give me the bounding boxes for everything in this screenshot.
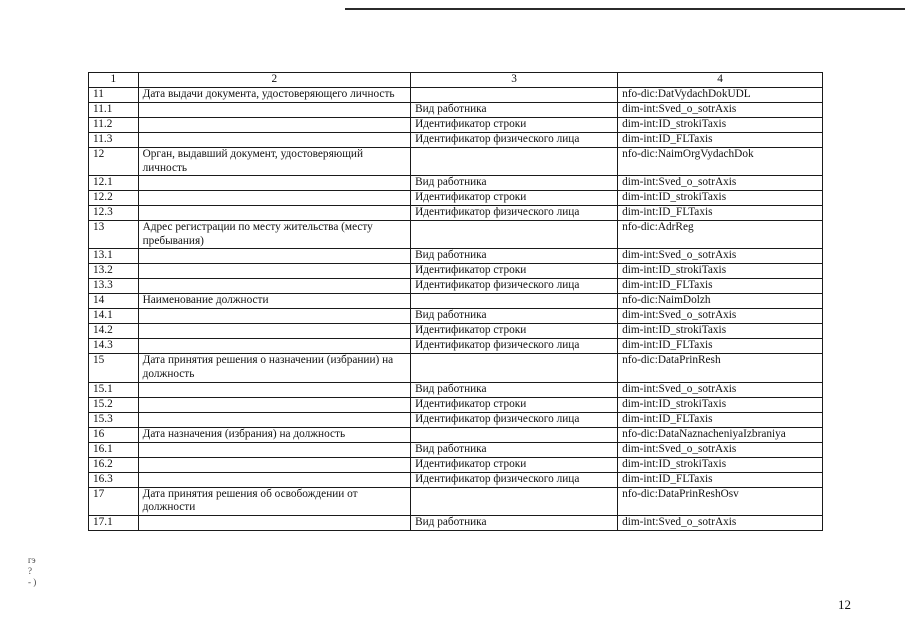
table-row — [89, 515, 823, 530]
row-number-cell: 15 — [89, 354, 139, 382]
table-row — [89, 133, 823, 148]
dimension-cell: Идентификатор строки — [411, 397, 618, 412]
indicator-name-cell — [138, 309, 410, 324]
row-number-cell: 15.1 — [89, 382, 139, 397]
indicator-name-cell — [138, 103, 410, 118]
element-code-cell: nfo-dic:DataPrinReshOsv — [618, 487, 823, 515]
indicator-name-cell — [138, 249, 410, 264]
dimension-cell: Идентификатор физического лица — [411, 133, 618, 148]
indicator-name-cell: Орган, выдавший документ, удостоверяющий личность — [138, 148, 410, 176]
dimension-cell: Вид работника — [411, 309, 618, 324]
indicator-name-cell — [138, 206, 410, 221]
table-row — [89, 339, 823, 354]
indicator-name-cell — [138, 382, 410, 397]
element-code-cell: dim-int:ID_FLTaxis — [618, 133, 823, 148]
element-code-cell: dim-int:Sved_o_sotrAxis — [618, 442, 823, 457]
table-row — [89, 382, 823, 397]
row-number-cell: 16 — [89, 427, 139, 442]
element-code-cell: dim-int:ID_FLTaxis — [618, 472, 823, 487]
table-row — [89, 294, 823, 309]
indicator-name-cell: Наименование должности — [138, 294, 410, 309]
table-row — [89, 309, 823, 324]
table-row — [89, 88, 823, 103]
row-number-cell: 11.1 — [89, 103, 139, 118]
dimension-cell: Идентификатор строки — [411, 324, 618, 339]
element-code-cell: dim-int:ID_strokiTaxis — [618, 264, 823, 279]
dimension-cell: Вид работника — [411, 176, 618, 191]
dimension-cell — [411, 148, 618, 176]
scan-edge-line — [345, 8, 905, 10]
row-number-cell: 17 — [89, 487, 139, 515]
dimension-cell: Вид работника — [411, 442, 618, 457]
table-row — [89, 148, 823, 176]
dimension-cell: Вид работника — [411, 515, 618, 530]
indicator-name-cell — [138, 412, 410, 427]
dimension-cell: Идентификатор физического лица — [411, 279, 618, 294]
table-row — [89, 118, 823, 133]
row-number-cell: 15.2 — [89, 397, 139, 412]
indicator-name-cell: Дата принятия решения о назначении (избрании) на должность — [138, 354, 410, 382]
indicator-name-cell — [138, 191, 410, 206]
table-row — [89, 472, 823, 487]
element-code-cell: dim-int:ID_strokiTaxis — [618, 324, 823, 339]
dimension-cell — [411, 354, 618, 382]
row-number-cell: 12 — [89, 148, 139, 176]
row-number-cell: 13.2 — [89, 264, 139, 279]
dimension-cell — [411, 221, 618, 249]
indicator-name-cell: Дата выдачи документа, удостоверяющего личность — [138, 88, 410, 103]
row-number-cell: 12.1 — [89, 176, 139, 191]
indicator-name-cell — [138, 472, 410, 487]
element-code-cell: nfo-dic:NaimDolzh — [618, 294, 823, 309]
indicator-name-cell — [138, 515, 410, 530]
element-code-cell: nfo-dic:DataPrinResh — [618, 354, 823, 382]
table-row — [89, 324, 823, 339]
row-number-cell: 16.2 — [89, 457, 139, 472]
table-row — [89, 397, 823, 412]
table-header-row — [89, 73, 823, 88]
dimension-cell: Вид работника — [411, 382, 618, 397]
dimension-cell: Идентификатор строки — [411, 264, 618, 279]
table-row — [89, 354, 823, 382]
row-number-cell: 14 — [89, 294, 139, 309]
table-row — [89, 103, 823, 118]
indicator-name-cell — [138, 279, 410, 294]
row-number-cell: 15.3 — [89, 412, 139, 427]
indicator-name-cell — [138, 457, 410, 472]
indicator-name-cell — [138, 133, 410, 148]
table-row — [89, 176, 823, 191]
element-code-cell: dim-int:Sved_o_sotrAxis — [618, 103, 823, 118]
dimension-cell: Идентификатор физического лица — [411, 472, 618, 487]
page-number: 12 — [838, 597, 851, 612]
indicator-name-cell — [138, 442, 410, 457]
column-header: 4 — [618, 73, 823, 88]
row-number-cell: 12.2 — [89, 191, 139, 206]
element-code-cell: nfo-dic:DatVydachDokUDL — [618, 88, 823, 103]
table-row — [89, 442, 823, 457]
dimension-cell: Идентификатор физического лица — [411, 412, 618, 427]
element-code-cell: dim-int:ID_strokiTaxis — [618, 191, 823, 206]
row-number-cell: 13.1 — [89, 249, 139, 264]
element-code-cell: dim-int:Sved_o_sotrAxis — [618, 309, 823, 324]
indicator-name-cell — [138, 176, 410, 191]
margin-mark: гэ — [28, 555, 36, 565]
indicator-name-cell: Дата принятия решения об освобождении от должности — [138, 487, 410, 515]
dimension-cell: Идентификатор строки — [411, 457, 618, 472]
dimension-cell: Вид работника — [411, 249, 618, 264]
element-code-cell: dim-int:Sved_o_sotrAxis — [618, 176, 823, 191]
row-number-cell: 16.3 — [89, 472, 139, 487]
margin-mark: - ) — [28, 577, 37, 587]
element-code-cell: dim-int:Sved_o_sotrAxis — [618, 382, 823, 397]
row-number-cell: 13 — [89, 221, 139, 249]
table-row — [89, 221, 823, 249]
row-number-cell: 11.3 — [89, 133, 139, 148]
table-row — [89, 279, 823, 294]
table-row — [89, 264, 823, 279]
margin-mark: ? — [28, 566, 32, 576]
indicator-name-cell — [138, 118, 410, 133]
table-row — [89, 191, 823, 206]
table-row — [89, 427, 823, 442]
table-row — [89, 412, 823, 427]
element-code-cell: dim-int:ID_FLTaxis — [618, 279, 823, 294]
indicator-name-cell — [138, 397, 410, 412]
dimension-cell — [411, 427, 618, 442]
indicator-name-cell: Дата назначения (избрания) на должность — [138, 427, 410, 442]
row-number-cell: 14.2 — [89, 324, 139, 339]
element-code-cell: dim-int:Sved_o_sotrAxis — [618, 249, 823, 264]
margin-marks — [28, 555, 36, 588]
dimension-cell: Вид работника — [411, 103, 618, 118]
dimension-cell — [411, 294, 618, 309]
element-code-cell: dim-int:Sved_o_sotrAxis — [618, 515, 823, 530]
dimension-cell: Идентификатор строки — [411, 118, 618, 133]
element-code-cell: nfo-dic:DataNaznacheniyaIzbraniya — [618, 427, 823, 442]
indicator-name-cell — [138, 264, 410, 279]
dimension-cell — [411, 487, 618, 515]
element-code-cell: dim-int:ID_FLTaxis — [618, 339, 823, 354]
element-code-cell: dim-int:ID_FLTaxis — [618, 206, 823, 221]
column-header: 3 — [411, 73, 618, 88]
table-body — [89, 88, 823, 531]
table-row — [89, 487, 823, 515]
row-number-cell: 13.3 — [89, 279, 139, 294]
row-number-cell: 12.3 — [89, 206, 139, 221]
row-number-cell: 11.2 — [89, 118, 139, 133]
dimension-cell: Идентификатор физического лица — [411, 339, 618, 354]
indicator-name-cell — [138, 324, 410, 339]
row-number-cell: 14.1 — [89, 309, 139, 324]
taxonomy-table — [88, 72, 823, 531]
dimension-cell: Идентификатор физического лица — [411, 206, 618, 221]
element-code-cell: dim-int:ID_strokiTaxis — [618, 457, 823, 472]
indicator-name-cell — [138, 339, 410, 354]
row-number-cell: 16.1 — [89, 442, 139, 457]
row-number-cell: 11 — [89, 88, 139, 103]
table-row — [89, 206, 823, 221]
column-header: 1 — [89, 73, 139, 88]
dimension-cell: Идентификатор строки — [411, 191, 618, 206]
element-code-cell: nfo-dic:AdrReg — [618, 221, 823, 249]
table-row — [89, 457, 823, 472]
row-number-cell: 14.3 — [89, 339, 139, 354]
element-code-cell: dim-int:ID_FLTaxis — [618, 412, 823, 427]
element-code-cell: nfo-dic:NaimOrgVydachDok — [618, 148, 823, 176]
indicator-name-cell: Адрес регистрации по месту жительства (месту пребывания) — [138, 221, 410, 249]
column-header: 2 — [138, 73, 410, 88]
element-code-cell: dim-int:ID_strokiTaxis — [618, 118, 823, 133]
dimension-cell — [411, 88, 618, 103]
row-number-cell: 17.1 — [89, 515, 139, 530]
table-row — [89, 249, 823, 264]
element-code-cell: dim-int:ID_strokiTaxis — [618, 397, 823, 412]
